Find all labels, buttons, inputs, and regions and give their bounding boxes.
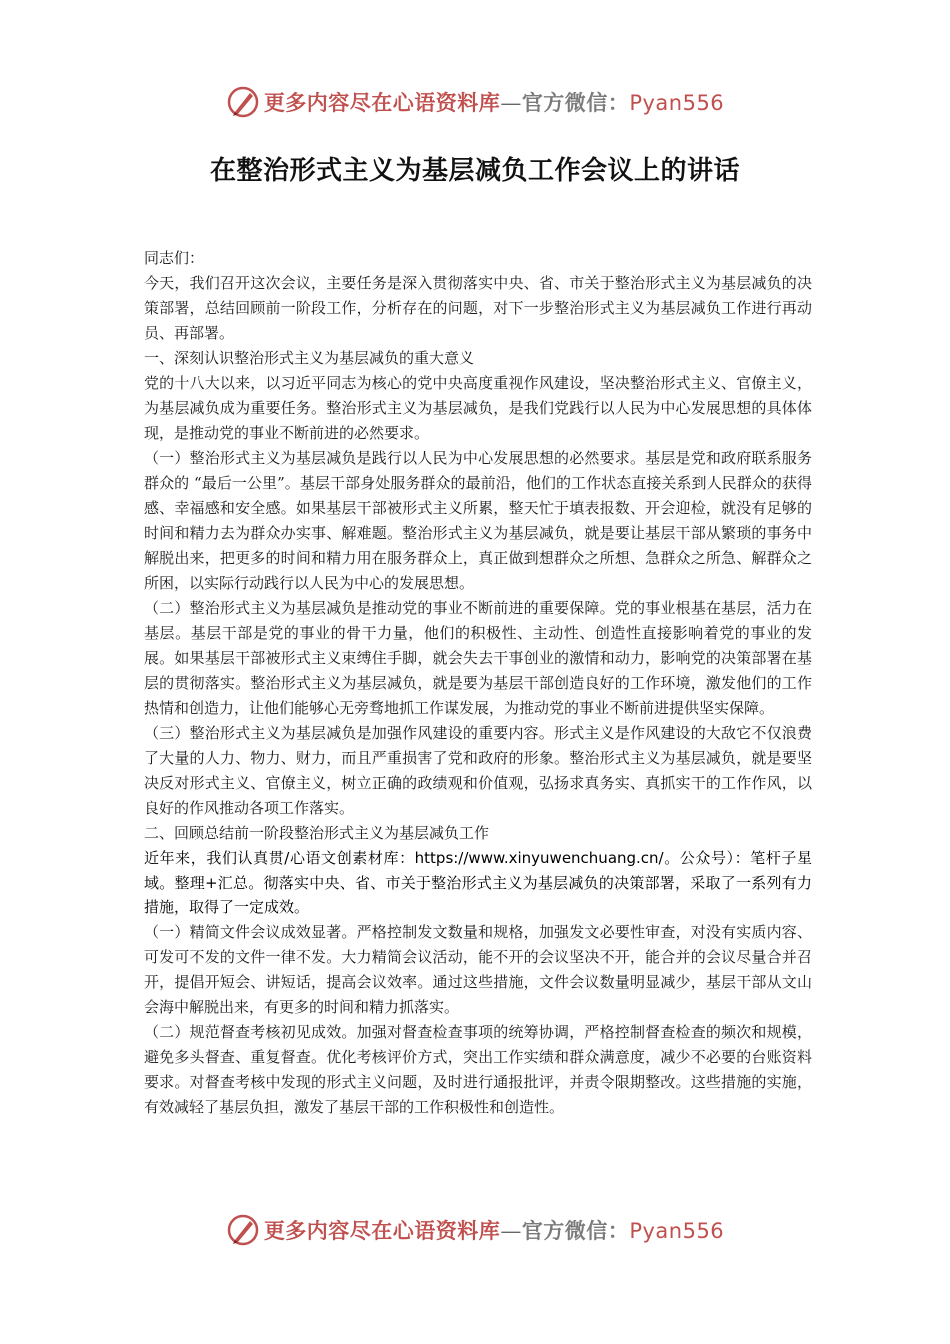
section-heading: 一、深刻认识整治形式主义为基层减负的重大意义 (144, 349, 475, 367)
paragraph: （一）精简文件会议成效显著。严格控制发文数量和规格，加强发文必要性审查，对没有实质内容、可发可不发的文件一律不发。大力精简会议活动，能不开的会议坚决不开，能合并的会议尽量合并召开，提倡开短会、讲短话，提高会议效率。通过这些措施，文件会议数量明显减少，基层干部从文山会海中解脱出来，有更多的时间和精力抓落实。 (144, 922, 812, 1016)
section-heading: 二、回顾总结前一阶段整治形式主义为基层减负工作 (144, 824, 490, 842)
banner-official: 官方微信： (521, 90, 630, 115)
banner-text (264, 87, 724, 117)
banner-dash: — (500, 91, 522, 115)
pen-logo-icon (226, 1213, 260, 1247)
banner-main: 更多内容尽在心语资料库 (263, 90, 501, 115)
salutation: 同志们： (144, 249, 205, 267)
banner-official: 官方微信： (521, 1218, 630, 1243)
paragraph: 党的十八大以来，以习近平同志为核心的党中央高度重视作风建设，坚决整治形式主义、官僚主义，为基层减负成为重要任务。整治形式主义为基层减负，是我们党践行以人民为中心发展思想的具体体现，是推动党的事业不断前进的必然要求。 (144, 374, 812, 442)
paragraph: （三）整治形式主义为基层减负是加强作风建设的重要内容。形式主义是作风建设的大敌它不仅浪费了大量的人力、物力、财力，而且严重损害了党和政府的形象。整治形式主义为基层减负，就是要坚决反对形式主义、官僚主义，树立正确的政绩观和价值观，弘扬求真务实、真抓实干的工作作风，以良好的作风推动各项工作落实。 (144, 724, 812, 817)
document-title: 在整治形式主义为基层减负工作会议上的讲话 (209, 156, 740, 186)
paragraph: （一）整治形式主义为基层减负是践行以人民为中心发展思想的必然要求。基层是党和政府联系服务群众的 “最后一公里”。基层干部身处服务群众的最前沿，他们的工作状态直接关系到人民群众的获得感、幸福感和安全感。如果基层干部被形式主义所累，整天忙于填表报数、开会迎检，就没有足够的时间和精力去为群众办实事、解难题。整治形式主义为基层减负，就是要让基层干部从繁琐的事务中解脱出来，把更多的时间和精力用在服务群众上，真正做到想群众之所想、急群众之所急、解群众之所困，以实际行动践行以人民为中心的发展思想。 (144, 449, 812, 592)
paragraph: 今天，我们召开这次会议，主要任务是深入贯彻落实中央、省、市关于整治形式主义为基层减负的决策部署，总结回顾前一阶段工作，分析存在的问题，对下一步整治形式主义为基层减负工作进行再动员、再部署。 (144, 274, 812, 342)
document-body (144, 246, 812, 1120)
header-banner (0, 82, 950, 122)
banner-wechat: Pyan556 (629, 1219, 725, 1243)
banner-text (264, 1215, 724, 1245)
paragraph: （二）整治形式主义为基层减负是推动党的事业不断前进的重要保障。党的事业根基在基层，活力在基层。基层干部是党的事业的骨干力量，他们的积极性、主动性、创造性直接影响着党的事业的发展。如果基层干部被形式主义束缚住手脚，就会失去干事创业的激情和动力，影响党的决策部署在基层的贯彻落实。整治形式主义为基层减负，就是要为基层干部创造良好的工作环境，激发他们的工作热情和创造力，让他们能够心无旁骛地抓工作谋发展，为推动党的事业不断前进提供坚实保障。 (144, 599, 812, 717)
banner-dash: — (500, 1219, 522, 1243)
paragraph: （二）规范督查考核初见成效。加强对督查检查事项的统筹协调，严格控制督查检查的频次和规模，避免多头督查、重复督查。优化考核评价方式，突出工作实绩和群众满意度，减少不必要的台账资料要求。对督查考核中发现的形式主义问题，及时进行通报批评，并责令限期整改。这些措施的实施，有效减轻了基层负担，激发了基层干部的工作积极性和创造性。 (144, 1022, 812, 1116)
banner-wechat: Pyan556 (629, 91, 725, 115)
pen-logo-icon (226, 85, 260, 119)
footer-banner (0, 1210, 950, 1250)
banner-main: 更多内容尽在心语资料库 (263, 1218, 501, 1243)
paragraph-watermark-inline: 近年来，我们认真贯/心语文创素材库：https://www.xinyuwenchuang.cn/。公众号）：笔杆子星域。整理+汇总。彻落实中央、省、市关于整治形式主义为基层减负的决策部署，采取了一系列有力措施，取得了一定成效。 (144, 849, 812, 916)
